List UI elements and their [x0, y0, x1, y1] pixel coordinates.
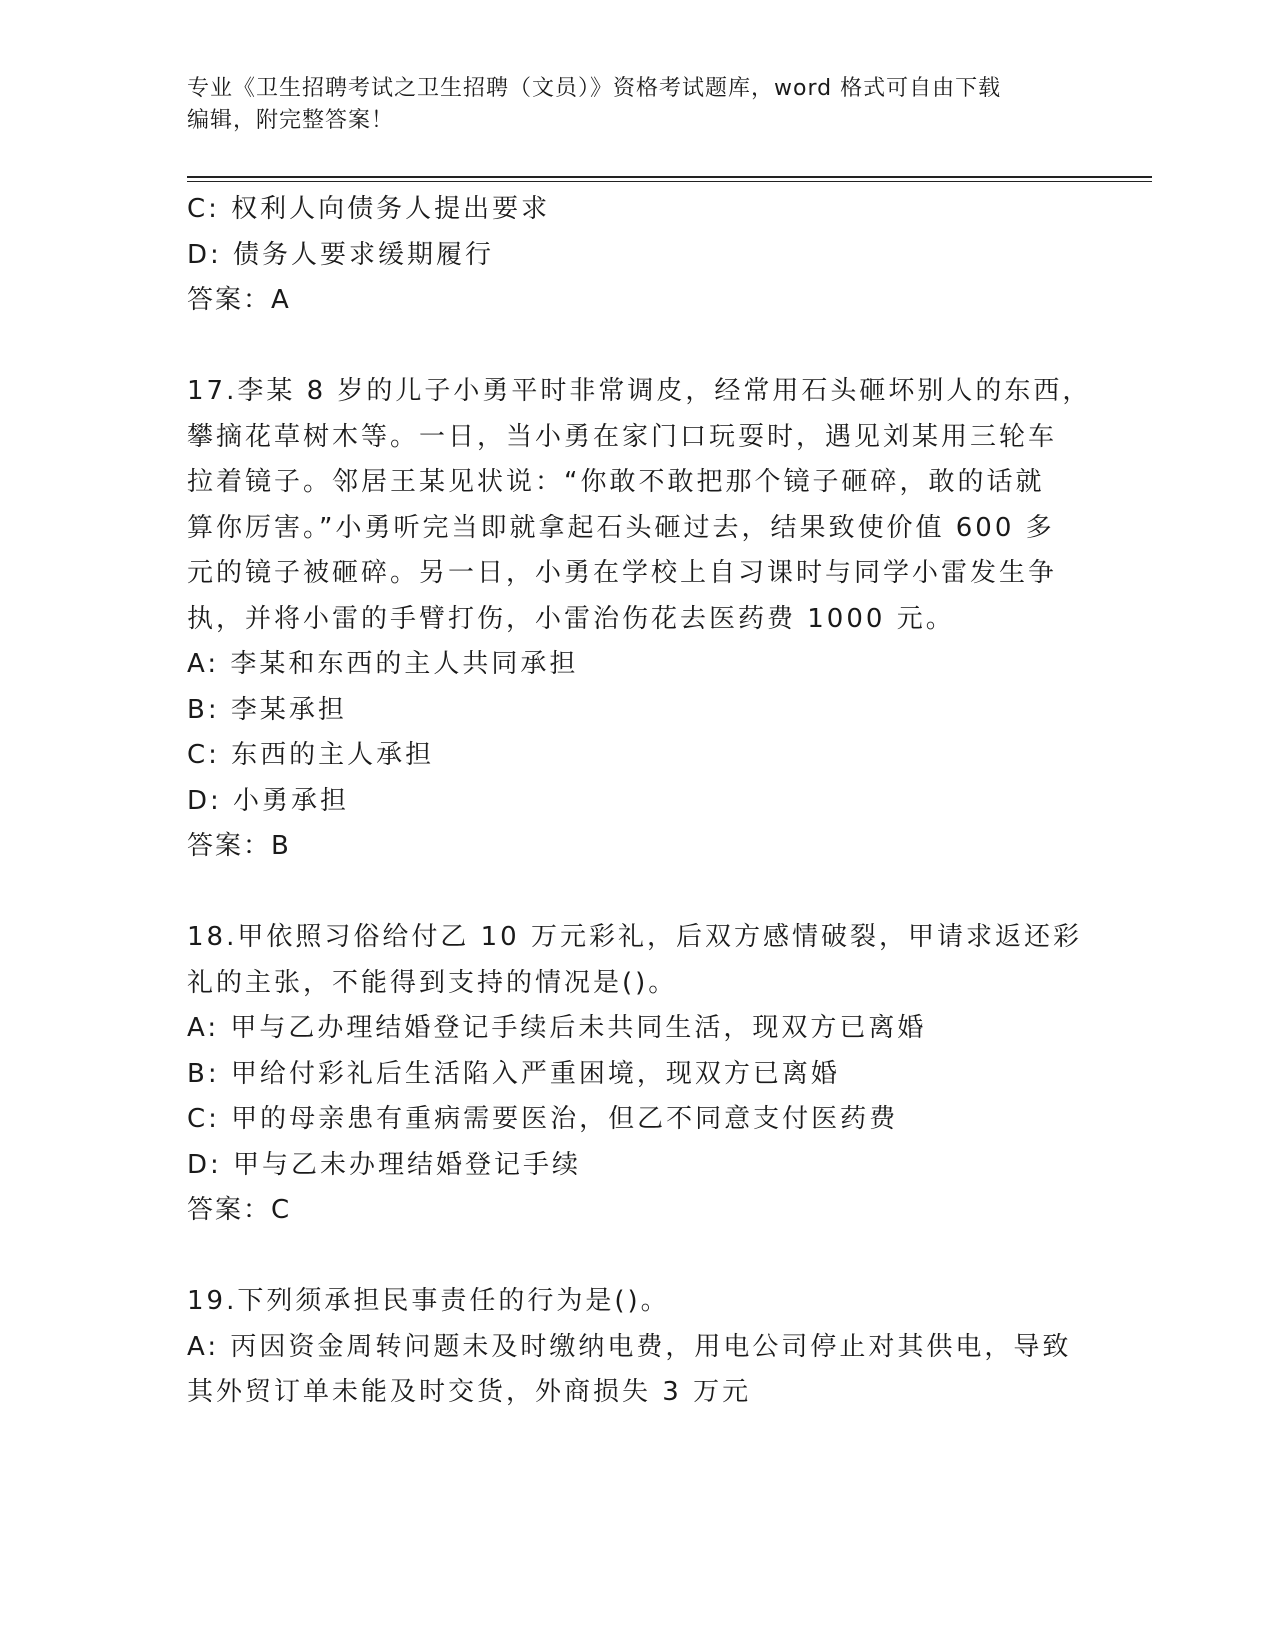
header-rule-thin: [187, 181, 1152, 182]
header-line-2: 编辑，附完整答案！: [187, 108, 395, 133]
question-17: [187, 369, 1092, 870]
header-rule-thick: [187, 176, 1152, 178]
prev-option-c: C: 权利人向债务人提出要求: [187, 194, 551, 224]
option-b: B: 李某承担: [187, 694, 347, 725]
question-stem-line: 礼的主张，不能得到支持的情况是()。: [187, 967, 678, 998]
question-stem-line: 算你厉害。”小勇听完当即就拿起石头砸过去，结果致使价值 600 多: [187, 512, 1055, 543]
option-b: B: 甲给付彩礼后生活陷入严重困境，现双方已离婚: [187, 1058, 840, 1089]
question-19: [187, 1279, 1087, 1416]
question-stem-line: 攀摘花草树木等。一日，当小勇在家门口玩耍时，遇见刘某用三轮车: [187, 421, 1058, 452]
header-line-1: 专业《卫生招聘考试之卫生招聘（文员）》资格考试题库，word 格式可自由下载: [187, 76, 1002, 101]
option-c: C: 东西的主人承担: [187, 740, 435, 770]
question-stem-line: 19.下列须承担民事责任的行为是()。: [187, 1286, 670, 1316]
option-d: D: 甲与乙未办理结婚登记手续: [187, 1149, 582, 1180]
answer: 答案：C: [187, 1195, 292, 1225]
option-a: A: 李某和东西的主人共同承担: [187, 649, 579, 679]
question-stem-line: 元的镜子被砸碎。另一日，小勇在学校上自习课时与同学小雷发生争: [187, 558, 1058, 588]
document-body: [187, 187, 1092, 1416]
prev-option-d: D: 债务人要求缓期履行: [187, 239, 495, 270]
option-c: C: 甲的母亲患有重病需要医治，但乙不同意支付医药费: [187, 1104, 899, 1134]
prev-answer: 答案：A: [187, 285, 291, 315]
document-header: [187, 73, 1087, 137]
option-d: D: 小勇承担: [187, 785, 350, 816]
option-a: A: 丙因资金周转问题未及时缴纳电费，用电公司停止对其供电，导致: [187, 1331, 1072, 1362]
question-stem-line: 17.李某 8 岁的儿子小勇平时非常调皮，经常用石头砸坏别人的东西，: [187, 376, 1092, 406]
question-stem-line: 18.甲依照习俗给付乙 10 万元彩礼，后双方感情破裂，甲请求返还彩: [187, 922, 1082, 952]
option-a-continued: 其外贸订单未能及时交货，外商损失 3 万元: [187, 1377, 752, 1407]
answer: 答案：B: [187, 831, 291, 861]
question-stem-line: 执，并将小雷的手臂打伤，小雷治伤花去医药费 1000 元。: [187, 603, 955, 634]
question-18: [187, 915, 1087, 1234]
option-a: A: 甲与乙办理结婚登记手续后未共同生活，现双方已离婚: [187, 1013, 927, 1043]
question-stem-line: 拉着镜子。邻居王某见状说：“你敢不敢把那个镜子砸碎，敢的话就: [187, 467, 1045, 497]
